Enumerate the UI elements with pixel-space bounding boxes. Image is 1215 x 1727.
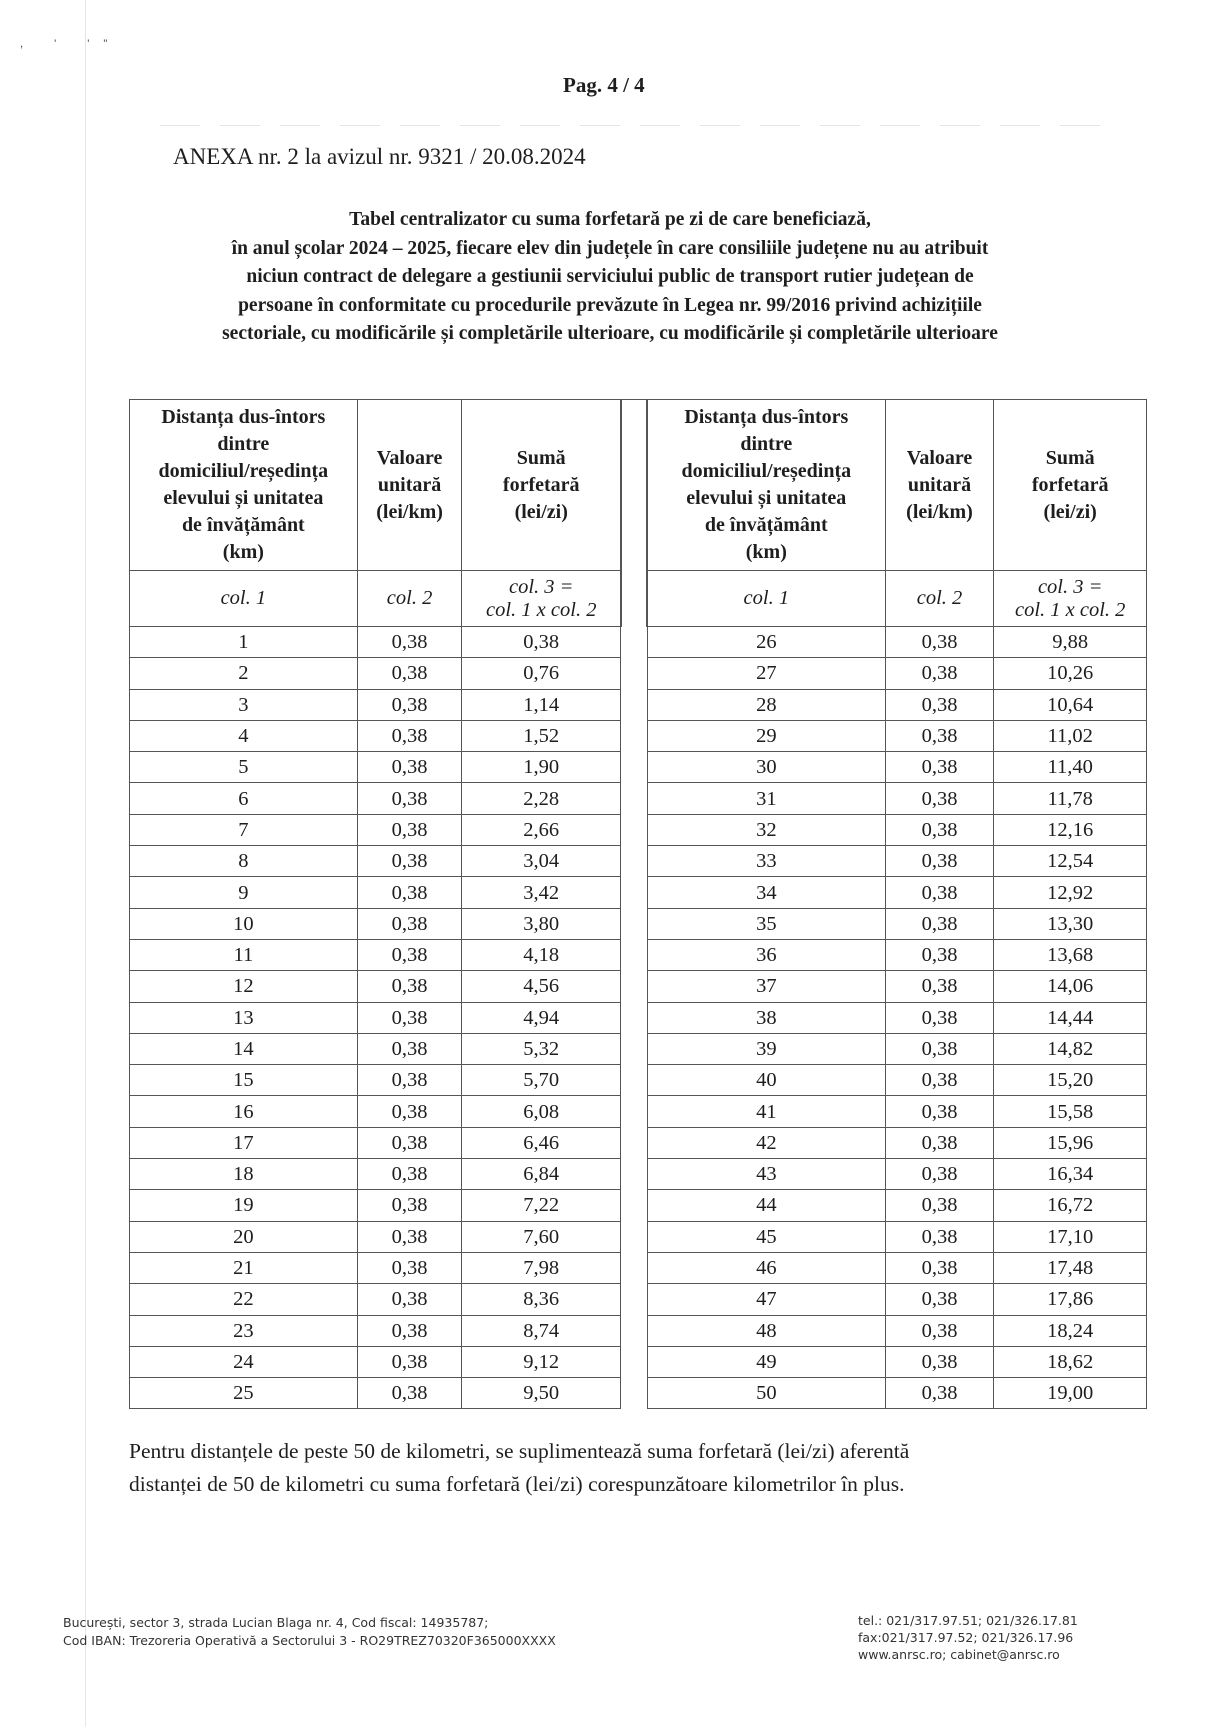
- unit-value-cell: 0,38: [357, 1096, 462, 1127]
- unit-value-cell: 0,38: [357, 689, 462, 720]
- unit-value-cell: 0,38: [357, 1378, 462, 1409]
- distance-cell: 15: [130, 1065, 358, 1096]
- table-gap-column: [621, 399, 647, 627]
- unit-value-cell: 0,38: [885, 1346, 994, 1377]
- unit-value-cell: 0,38: [357, 752, 462, 783]
- distance-cell: 13: [130, 1002, 358, 1033]
- table-row: [130, 1002, 621, 1033]
- unit-value-cell: 0,38: [357, 908, 462, 939]
- unit-value-cell: 0,38: [885, 908, 994, 939]
- unit-value-cell: 0,38: [357, 1159, 462, 1190]
- distance-cell: 33: [648, 846, 886, 877]
- header-unit-value: Valoare unitară (lei/km): [357, 400, 462, 571]
- distance-cell: 20: [130, 1221, 358, 1252]
- title-line: persoane în conformitate cu procedurile prevăzute în Legea nr. 99/2016 privind achizițiile: [238, 294, 982, 316]
- table-row: [648, 846, 1147, 877]
- distance-cell: 27: [648, 658, 886, 689]
- unit-value-cell: 0,38: [885, 658, 994, 689]
- distance-cell: 44: [648, 1190, 886, 1221]
- header-distance: Distanța dus-întors dintre domiciliul/reședința elevului și unitatea de învățământ (km): [130, 400, 358, 571]
- table-row: [648, 1346, 1147, 1377]
- distance-cell: 22: [130, 1284, 358, 1315]
- title-line: niciun contract de delegare a gestiunii serviciului public de transport rutier județean de: [246, 266, 974, 287]
- table-row: [648, 689, 1147, 720]
- distance-cell: 12: [130, 971, 358, 1002]
- distance-cell: 38: [648, 1002, 886, 1033]
- distance-cell: 24: [130, 1346, 358, 1377]
- unit-value-cell: 0,38: [357, 1065, 462, 1096]
- unit-value-cell: 0,38: [357, 1002, 462, 1033]
- unit-value-cell: 0,38: [357, 1033, 462, 1064]
- table-row: [130, 689, 621, 720]
- unit-value-cell: 0,38: [357, 1190, 462, 1221]
- page-number: Pag. 4 / 4: [563, 73, 645, 97]
- distance-cell: 50: [648, 1378, 886, 1409]
- table-row: [648, 1002, 1147, 1033]
- lump-sum-cell: 3,80: [462, 908, 621, 939]
- table-row: [648, 939, 1147, 970]
- unit-value-cell: 0,38: [885, 1127, 994, 1158]
- lump-sum-cell: 14,44: [994, 1002, 1147, 1033]
- lump-sum-cell: 12,54: [994, 846, 1147, 877]
- header-lump-sum: Sumă forfetară (lei/zi): [994, 400, 1147, 571]
- footer-tel: tel.: 021/317.97.51; 021/326.17.81: [858, 1613, 1078, 1628]
- column-label-row: [130, 571, 621, 627]
- lump-sum-cell: 0,38: [462, 627, 621, 658]
- lump-sum-cell: 0,76: [462, 658, 621, 689]
- unit-value-cell: 0,38: [357, 1315, 462, 1346]
- unit-value-cell: 0,38: [357, 720, 462, 751]
- distance-cell: 45: [648, 1221, 886, 1252]
- lump-sum-cell: 2,66: [462, 814, 621, 845]
- lump-sum-cell: 13,30: [994, 908, 1147, 939]
- title-line: în anul școlar 2024 – 2025, fiecare elev din județele în care consiliile județene nu au atribuit: [231, 237, 989, 259]
- distance-cell: 42: [648, 1127, 886, 1158]
- distance-cell: 26: [648, 627, 886, 658]
- table-row: [648, 1159, 1147, 1190]
- lump-sum-cell: 15,96: [994, 1127, 1147, 1158]
- lump-sum-cell: 7,98: [462, 1252, 621, 1283]
- lump-sum-cell: 5,32: [462, 1033, 621, 1064]
- table-row: [130, 1252, 621, 1283]
- distance-cell: 17: [130, 1127, 358, 1158]
- unit-value-cell: 0,38: [885, 1159, 994, 1190]
- column-label-row: [648, 571, 1147, 627]
- unit-value-cell: 0,38: [357, 1346, 462, 1377]
- lump-sum-cell: 14,82: [994, 1033, 1147, 1064]
- title-line: sectoriale, cu modificările și completările ulterioare, cu modificările și completările ulterioare: [222, 323, 998, 344]
- distance-cell: 4: [130, 720, 358, 751]
- distance-cell: 9: [130, 877, 358, 908]
- unit-value-cell: 0,38: [885, 846, 994, 877]
- unit-value-cell: 0,38: [885, 971, 994, 1002]
- table-row: [130, 814, 621, 845]
- table-row: [130, 1127, 621, 1158]
- lump-sum-cell: 3,04: [462, 846, 621, 877]
- lump-sum-cell: 6,84: [462, 1159, 621, 1190]
- lump-sum-cell: 1,52: [462, 720, 621, 751]
- table-row: [130, 971, 621, 1002]
- distance-cell: 35: [648, 908, 886, 939]
- unit-value-cell: 0,38: [885, 1190, 994, 1221]
- unit-value-cell: 0,38: [885, 939, 994, 970]
- distance-cell: 30: [648, 752, 886, 783]
- distance-cell: 25: [130, 1378, 358, 1409]
- unit-value-cell: 0,38: [357, 783, 462, 814]
- table-row: [648, 720, 1147, 751]
- distance-cell: 47: [648, 1284, 886, 1315]
- unit-value-cell: 0,38: [357, 814, 462, 845]
- footnote-line: Pentru distanțele de peste 50 de kilometri, se suplimentează suma forfetară (lei/zi) aferentă: [129, 1439, 910, 1463]
- lump-sum-cell: 9,50: [462, 1378, 621, 1409]
- table-row: [130, 1033, 621, 1064]
- table-row: [648, 1190, 1147, 1221]
- lump-sum-cell: 4,18: [462, 939, 621, 970]
- unit-value-cell: 0,38: [885, 1221, 994, 1252]
- footer-address: [63, 1614, 556, 1650]
- unit-value-cell: 0,38: [885, 752, 994, 783]
- distance-cell: 18: [130, 1159, 358, 1190]
- distance-cell: 14: [130, 1033, 358, 1064]
- table-row: [130, 1346, 621, 1377]
- unit-value-cell: 0,38: [885, 877, 994, 908]
- distance-cell: 48: [648, 1315, 886, 1346]
- unit-value-cell: 0,38: [885, 1315, 994, 1346]
- distance-cell: 39: [648, 1033, 886, 1064]
- distance-cell: 1: [130, 627, 358, 658]
- distance-cell: 16: [130, 1096, 358, 1127]
- table-row: [130, 1378, 621, 1409]
- table-row: [648, 1221, 1147, 1252]
- distance-cell: 5: [130, 752, 358, 783]
- table-row: [648, 1033, 1147, 1064]
- lump-sum-cell: 17,86: [994, 1284, 1147, 1315]
- table-row: [648, 627, 1147, 658]
- footer-iban-line: Cod IBAN: Trezoreria Operativă a Sectorului 3 - RO29TREZ70320F365000XXXX: [63, 1633, 556, 1648]
- lump-sum-cell: 6,46: [462, 1127, 621, 1158]
- lump-sum-cell: 16,34: [994, 1159, 1147, 1190]
- unit-value-cell: 0,38: [885, 814, 994, 845]
- lump-sum-cell: 14,06: [994, 971, 1147, 1002]
- header-lump-sum: Sumă forfetară (lei/zi): [462, 400, 621, 571]
- distance-cell: 21: [130, 1252, 358, 1283]
- lump-sum-cell: 17,48: [994, 1252, 1147, 1283]
- table-row: [130, 908, 621, 939]
- lump-sum-cell: 11,40: [994, 752, 1147, 783]
- table-right: [647, 399, 1147, 1409]
- lump-sum-cell: 1,14: [462, 689, 621, 720]
- lump-sum-cell: 7,22: [462, 1190, 621, 1221]
- unit-value-cell: 0,38: [885, 1252, 994, 1283]
- col-label-2: col. 2: [885, 571, 994, 627]
- table-row: [648, 658, 1147, 689]
- col-label-1: col. 1: [648, 571, 886, 627]
- lump-sum-cell: 17,10: [994, 1221, 1147, 1252]
- distance-cell: 37: [648, 971, 886, 1002]
- header-rule: [160, 125, 1120, 126]
- table-row: [130, 877, 621, 908]
- lump-sum-cell: 10,26: [994, 658, 1147, 689]
- header-unit-value: Valoare unitară (lei/km): [885, 400, 994, 571]
- lump-sum-cell: 5,70: [462, 1065, 621, 1096]
- unit-value-cell: 0,38: [357, 1284, 462, 1315]
- document-title: [120, 206, 1100, 349]
- footnote-line: distanței de 50 de kilometri cu suma forfetară (lei/zi) corespunzătoare kilometrilor în plus.: [129, 1472, 905, 1496]
- unit-value-cell: 0,38: [885, 1096, 994, 1127]
- lump-sum-cell: 18,62: [994, 1346, 1147, 1377]
- unit-value-cell: 0,38: [885, 1002, 994, 1033]
- unit-value-cell: 0,38: [357, 1252, 462, 1283]
- lump-sum-cell: 18,24: [994, 1315, 1147, 1346]
- scan-specks: , ' '": [20, 38, 122, 50]
- footer-fax: fax:021/317.97.52; 021/326.17.96: [858, 1630, 1074, 1645]
- lump-sum-cell: 11,02: [994, 720, 1147, 751]
- unit-value-cell: 0,38: [357, 971, 462, 1002]
- table-row: [648, 1127, 1147, 1158]
- unit-value-cell: 0,38: [357, 846, 462, 877]
- distance-cell: 32: [648, 814, 886, 845]
- unit-value-cell: 0,38: [357, 939, 462, 970]
- header-row: [648, 400, 1147, 571]
- table-row: [130, 1221, 621, 1252]
- lump-sum-cell: 6,08: [462, 1096, 621, 1127]
- table-row: [648, 908, 1147, 939]
- table-row: [648, 1065, 1147, 1096]
- title-line: Tabel centralizator cu suma forfetară pe zi de care beneficiază,: [349, 209, 871, 230]
- lump-sum-cell: 16,72: [994, 1190, 1147, 1221]
- table-row: [130, 658, 621, 689]
- lump-sum-cell: 1,90: [462, 752, 621, 783]
- lump-sum-cell: 13,68: [994, 939, 1147, 970]
- unit-value-cell: 0,38: [357, 627, 462, 658]
- distance-cell: 29: [648, 720, 886, 751]
- distance-cell: 6: [130, 783, 358, 814]
- table-row: [648, 814, 1147, 845]
- annex-reference: ANEXA nr. 2 la avizul nr. 9321 / 20.08.2024: [173, 144, 586, 169]
- distance-cell: 3: [130, 689, 358, 720]
- unit-value-cell: 0,38: [885, 689, 994, 720]
- table-row: [130, 783, 621, 814]
- table-row: [130, 1065, 621, 1096]
- lump-sum-cell: 8,36: [462, 1284, 621, 1315]
- table-row: [648, 783, 1147, 814]
- col-label-2: col. 2: [357, 571, 462, 627]
- distance-cell: 49: [648, 1346, 886, 1377]
- footer-contact: [858, 1612, 1078, 1663]
- lump-sum-cell: 12,92: [994, 877, 1147, 908]
- distance-cell: 7: [130, 814, 358, 845]
- unit-value-cell: 0,38: [885, 1284, 994, 1315]
- unit-value-cell: 0,38: [885, 720, 994, 751]
- table-row: [648, 877, 1147, 908]
- table-row: [130, 1315, 621, 1346]
- unit-value-cell: 0,38: [357, 1221, 462, 1252]
- distance-cell: 23: [130, 1315, 358, 1346]
- footer-address-line: București, sector 3, strada Lucian Blaga nr. 4, Cod fiscal: 14935787;: [63, 1615, 489, 1630]
- footer-web-link[interactable]: www.anrsc.ro; cabinet@anrsc.ro: [858, 1647, 1060, 1662]
- lump-sum-cell: 19,00: [994, 1378, 1147, 1409]
- unit-value-cell: 0,38: [885, 1065, 994, 1096]
- col-label-3: col. 3 = col. 1 x col. 2: [462, 571, 621, 627]
- distance-cell: 46: [648, 1252, 886, 1283]
- col-label-1: col. 1: [130, 571, 358, 627]
- scan-artifact-line: [85, 0, 86, 1727]
- table-row: [648, 1252, 1147, 1283]
- table-row: [130, 1190, 621, 1221]
- lump-sum-cell: 9,88: [994, 627, 1147, 658]
- lump-sum-cell: 15,20: [994, 1065, 1147, 1096]
- unit-value-cell: 0,38: [885, 1378, 994, 1409]
- table-row: [648, 1315, 1147, 1346]
- footnote: [129, 1435, 1119, 1501]
- lump-sum-cell: 15,58: [994, 1096, 1147, 1127]
- lump-sum-cell: 2,28: [462, 783, 621, 814]
- distance-cell: 11: [130, 939, 358, 970]
- unit-value-cell: 0,38: [885, 783, 994, 814]
- distance-cell: 43: [648, 1159, 886, 1190]
- distance-cell: 19: [130, 1190, 358, 1221]
- header-distance: Distanța dus-întors dintre domiciliul/reședința elevului și unitatea de învățământ (km): [648, 400, 886, 571]
- lump-sum-cell: 9,12: [462, 1346, 621, 1377]
- distance-cell: 2: [130, 658, 358, 689]
- table-row: [648, 752, 1147, 783]
- distance-cell: 34: [648, 877, 886, 908]
- unit-value-cell: 0,38: [885, 627, 994, 658]
- lump-sum-cell: 10,64: [994, 689, 1147, 720]
- unit-value-cell: 0,38: [357, 658, 462, 689]
- table-row: [648, 1378, 1147, 1409]
- distance-cell: 31: [648, 783, 886, 814]
- lump-sum-cell: 8,74: [462, 1315, 621, 1346]
- table-row: [130, 1284, 621, 1315]
- table-row: [130, 939, 621, 970]
- distance-cell: 36: [648, 939, 886, 970]
- table-row: [130, 752, 621, 783]
- col-label-3: col. 3 = col. 1 x col. 2: [994, 571, 1147, 627]
- lump-sum-cell: 7,60: [462, 1221, 621, 1252]
- lump-sum-cell: 4,56: [462, 971, 621, 1002]
- table-row: [130, 720, 621, 751]
- lump-sum-cell: 4,94: [462, 1002, 621, 1033]
- header-row: [130, 400, 621, 571]
- table-row: [648, 1096, 1147, 1127]
- lump-sum-cell: 3,42: [462, 877, 621, 908]
- unit-value-cell: 0,38: [357, 1127, 462, 1158]
- lump-sum-cell: 11,78: [994, 783, 1147, 814]
- lump-sum-cell: 12,16: [994, 814, 1147, 845]
- table-row: [130, 1096, 621, 1127]
- table-row: [130, 846, 621, 877]
- table-row: [130, 1159, 621, 1190]
- table-row: [130, 627, 621, 658]
- table-left: [129, 399, 621, 1409]
- unit-value-cell: 0,38: [885, 1033, 994, 1064]
- unit-value-cell: 0,38: [357, 877, 462, 908]
- distance-cell: 10: [130, 908, 358, 939]
- table-row: [648, 1284, 1147, 1315]
- distance-cell: 40: [648, 1065, 886, 1096]
- distance-cell: 41: [648, 1096, 886, 1127]
- table-row: [648, 971, 1147, 1002]
- distance-cell: 28: [648, 689, 886, 720]
- distance-cell: 8: [130, 846, 358, 877]
